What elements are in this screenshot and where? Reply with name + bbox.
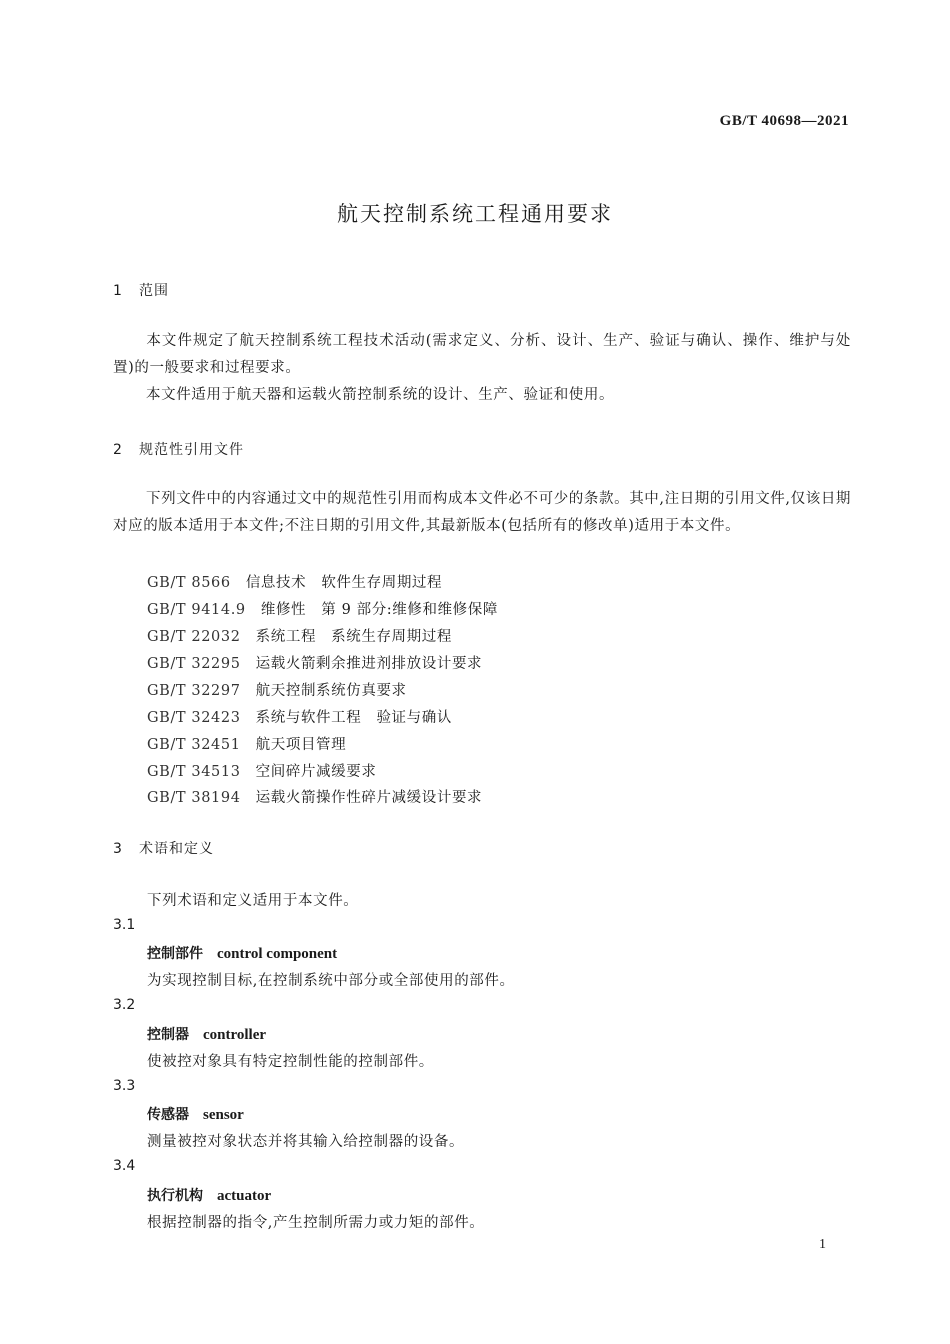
reference-title: 航天控制系统仿真要求 (255, 683, 407, 699)
term-name-zh: 控制部件 (147, 946, 203, 962)
reference-title: 空间碎片减缓要求 (255, 764, 377, 780)
section-number: 3 (113, 841, 123, 857)
reference-item (147, 679, 407, 700)
term-name (147, 1104, 244, 1124)
paragraph: 下列文件中的内容通过文中的规范性引用而构成本文件必不可少的条款。其中,注日期的引用文件,仅该日期对应的版本适用于本文件;不注日期的引用文件,其最新版本(包括所有的修改单)适用于本文件。 (113, 491, 852, 534)
term-name-en: actuator (217, 1188, 272, 1204)
reference-title: 系统工程 系统生存周期过程 (255, 629, 452, 645)
reference-title: 运载火箭剩余推进剂排放设计要求 (255, 656, 483, 672)
reference-item (147, 706, 452, 727)
reference-code: GB/T 32297 (147, 683, 241, 699)
standard-number: GB/T 40698—2021 (719, 113, 849, 129)
reference-item (147, 625, 452, 646)
term-name-zh: 控制器 (147, 1027, 189, 1043)
term-number: 3.1 (113, 917, 136, 933)
reference-code: GB/T 34513 (147, 764, 241, 780)
term-name (147, 1024, 266, 1044)
reference-code: GB/T 32451 (147, 737, 241, 753)
section-number: 1 (113, 283, 123, 299)
section-heading-1 (113, 280, 169, 300)
section-intro: 下列术语和定义适用于本文件。 (147, 893, 359, 909)
reference-item (147, 598, 498, 619)
reference-code: GB/T 8566 (147, 575, 231, 591)
paragraph: 本文件规定了航天控制系统工程技术活动(需求定义、分析、设计、生产、验证与确认、操作、维护与处置)的一般要求和过程要求。 (113, 333, 851, 376)
term-definition: 使被控对象具有特定控制性能的控制部件。 (147, 1054, 434, 1070)
section-heading-3 (113, 838, 214, 858)
term-definition: 测量被控对象状态并将其输入给控制器的设备。 (147, 1134, 465, 1150)
reference-title: 信息技术 软件生存周期过程 (245, 575, 443, 591)
reference-code: GB/T 9414.9 (147, 602, 246, 618)
document-title: 航天控制系统工程通用要求 (337, 202, 613, 226)
reference-item (147, 760, 376, 781)
reference-item (147, 733, 346, 754)
paragraph: 本文件适用于航天器和运载火箭控制系统的设计、生产、验证和使用。 (146, 387, 615, 403)
section-title: 术语和定义 (139, 841, 214, 857)
term-number: 3.4 (113, 1158, 136, 1174)
section-title: 规范性引用文件 (139, 442, 244, 458)
reference-code: GB/T 32423 (147, 710, 241, 726)
reference-item (147, 786, 482, 807)
term-name-en: control component (217, 946, 338, 962)
reference-item (147, 571, 442, 592)
reference-title: 航天项目管理 (255, 737, 347, 753)
reference-code: GB/T 38194 (147, 790, 241, 806)
page-number: 1 (819, 1237, 826, 1252)
section-title: 范围 (139, 283, 169, 299)
reference-code: GB/T 32295 (147, 656, 241, 672)
term-name (147, 943, 337, 963)
term-number: 3.2 (113, 997, 136, 1013)
section-number: 2 (113, 442, 123, 458)
reference-title: 系统与软件工程 验证与确认 (255, 710, 452, 726)
reference-title: 维修性 第 9 部分:维修和维修保障 (260, 602, 498, 618)
section-heading-2 (113, 439, 244, 459)
term-definition: 为实现控制目标,在控制系统中部分或全部使用的部件。 (147, 973, 515, 989)
reference-code: GB/T 22032 (147, 629, 241, 645)
term-name (147, 1185, 271, 1205)
reference-title: 运载火箭操作性碎片减缓设计要求 (255, 790, 483, 806)
reference-item (147, 652, 482, 673)
term-number: 3.3 (113, 1078, 136, 1094)
term-name-zh: 传感器 (147, 1107, 189, 1123)
term-name-en: sensor (203, 1107, 244, 1123)
term-name-zh: 执行机构 (147, 1188, 203, 1204)
term-name-en: controller (203, 1027, 267, 1043)
term-definition: 根据控制器的指令,产生控制所需力或力矩的部件。 (147, 1215, 485, 1231)
